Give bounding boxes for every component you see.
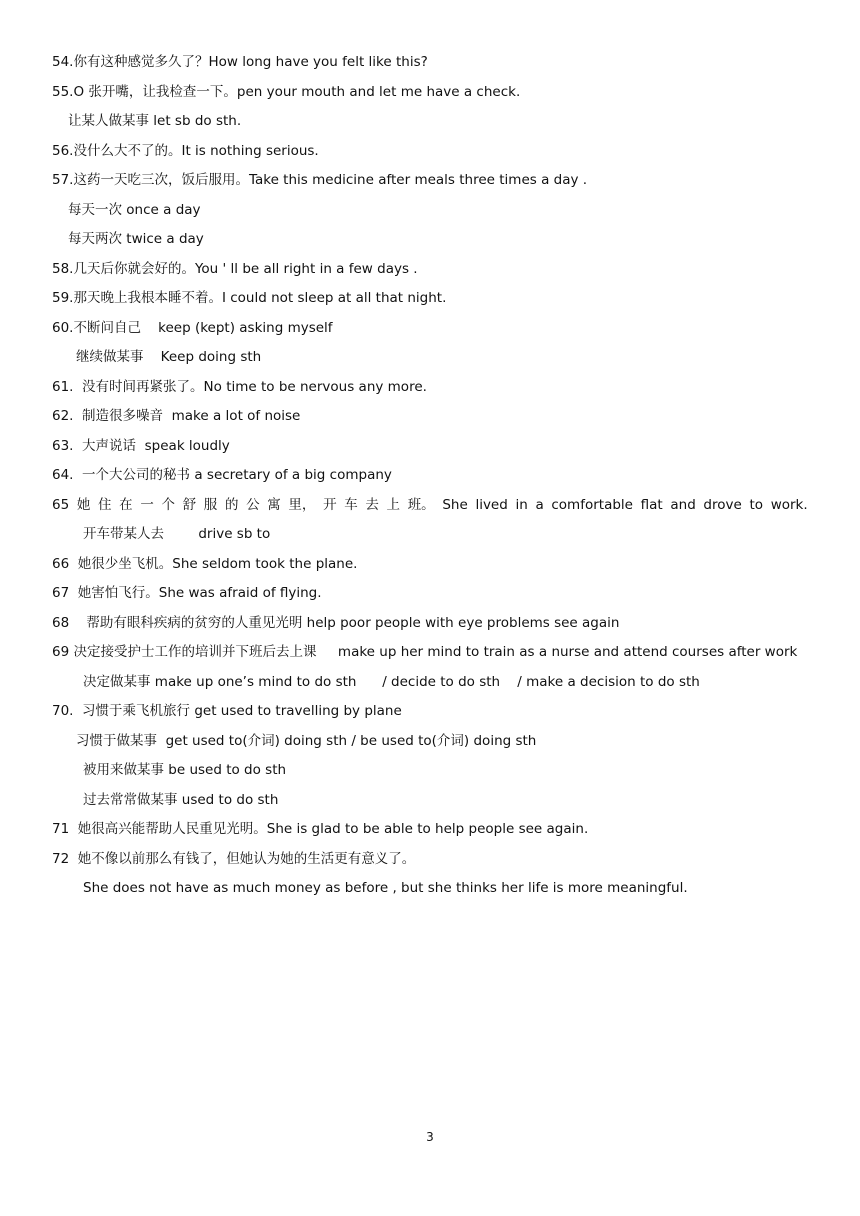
text-line: 58.几天后你就会好的。You ' ll be all right in a few days .: [52, 261, 418, 277]
word: She: [442, 497, 468, 513]
word: work.: [770, 497, 808, 513]
text-line: 72 她不像以前那么有钱了，但她认为她的生活更有意义了。: [52, 851, 416, 867]
text-line: 71 她很高兴能帮助人民重见光明。She is glad to be able to help people see again.: [52, 821, 589, 837]
text-line: 69 决定接受护士工作的培训并下班后去上课 make up her mind to train as a nurse and attend courses after work: [52, 644, 798, 660]
page-number: 3: [426, 1130, 434, 1144]
text-line: 64. 一个大公司的秘书 a secretary of a big company: [52, 467, 392, 483]
text-line: 59.那天晚上我根本睡不着。I could not sleep at all that night.: [52, 290, 447, 306]
text-line: 62. 制造很多噪音 make a lot of noise: [52, 408, 301, 424]
text-line: 决定做某事 make up one’s mind to do sth / decide to do sth / make a decision to do sth: [83, 674, 700, 690]
text-line: 继续做某事 Keep doing sth: [76, 349, 262, 365]
text-line: 68 帮助有眼科疾病的贫穷的人重见光明 help poor people with eye problems see again: [52, 615, 620, 631]
word: a: [535, 497, 544, 513]
text-line: 每天两次 twice a day: [68, 231, 204, 247]
word: 去: [365, 497, 379, 513]
word: 个: [161, 497, 175, 513]
text-line: She does not have as much money as before , but she thinks her life is more meaningful.: [83, 880, 688, 896]
word: 上: [386, 497, 401, 513]
word: 里，: [288, 497, 316, 513]
text-line: 56.没什么大不了的。It is nothing serious.: [52, 143, 319, 159]
word: 服: [203, 497, 218, 513]
word: 舒: [182, 497, 197, 513]
word: 车: [344, 497, 358, 513]
word: drove: [703, 497, 742, 513]
word: 开: [323, 497, 337, 513]
text-line: 习惯于做某事 get used to(介词) doing sth / be used to(介词) doing sth: [76, 733, 537, 749]
text-line: 61. 没有时间再紧张了。No time to be nervous any more.: [52, 379, 427, 395]
word: 65: [52, 497, 70, 513]
text-line: 60.不断问自己 keep (kept) asking myself: [52, 320, 333, 336]
justified-line-65: [52, 496, 808, 514]
word: flat: [640, 497, 663, 513]
word: 一: [140, 497, 154, 513]
text-line: 63. 大声说话 speak loudly: [52, 438, 230, 454]
text-line: 57.这药一天吃三次，饭后服用。Take this medicine after meals three times a day .: [52, 172, 588, 188]
text-line: 54.你有这种感觉多久了？How long have you felt like this?: [52, 54, 428, 70]
word: 的: [224, 497, 239, 513]
word: and: [670, 497, 696, 513]
word: 寓: [267, 497, 281, 513]
word: 公: [246, 497, 260, 513]
word: in: [515, 497, 528, 513]
text-line: 被用来做某事 be used to do sth: [83, 762, 287, 778]
word: 她: [76, 497, 91, 513]
word: to: [749, 497, 764, 513]
text-line: 66 她很少坐飞机。She seldom took the plane.: [52, 556, 358, 572]
text-line: 55.O 张开嘴，让我检查一下。pen your mouth and let me have a check.: [52, 84, 521, 100]
text-line: 过去常常做某事 used to do sth: [83, 792, 279, 808]
text-line: 开车带某人去 drive sb to: [83, 526, 271, 542]
text-line: 70. 习惯于乘飞机旅行 get used to travelling by plane: [52, 703, 402, 719]
text-line: 让某人做某事 let sb do sth.: [68, 113, 242, 129]
text-line: 67 她害怕飞行。She was afraid of flying.: [52, 585, 322, 601]
word: comfortable: [551, 497, 633, 513]
word: 在: [119, 497, 133, 513]
word: 班。: [407, 497, 435, 513]
text-line: 每天一次 once a day: [68, 202, 201, 218]
word: lived: [475, 497, 508, 513]
word: 住: [98, 497, 112, 513]
